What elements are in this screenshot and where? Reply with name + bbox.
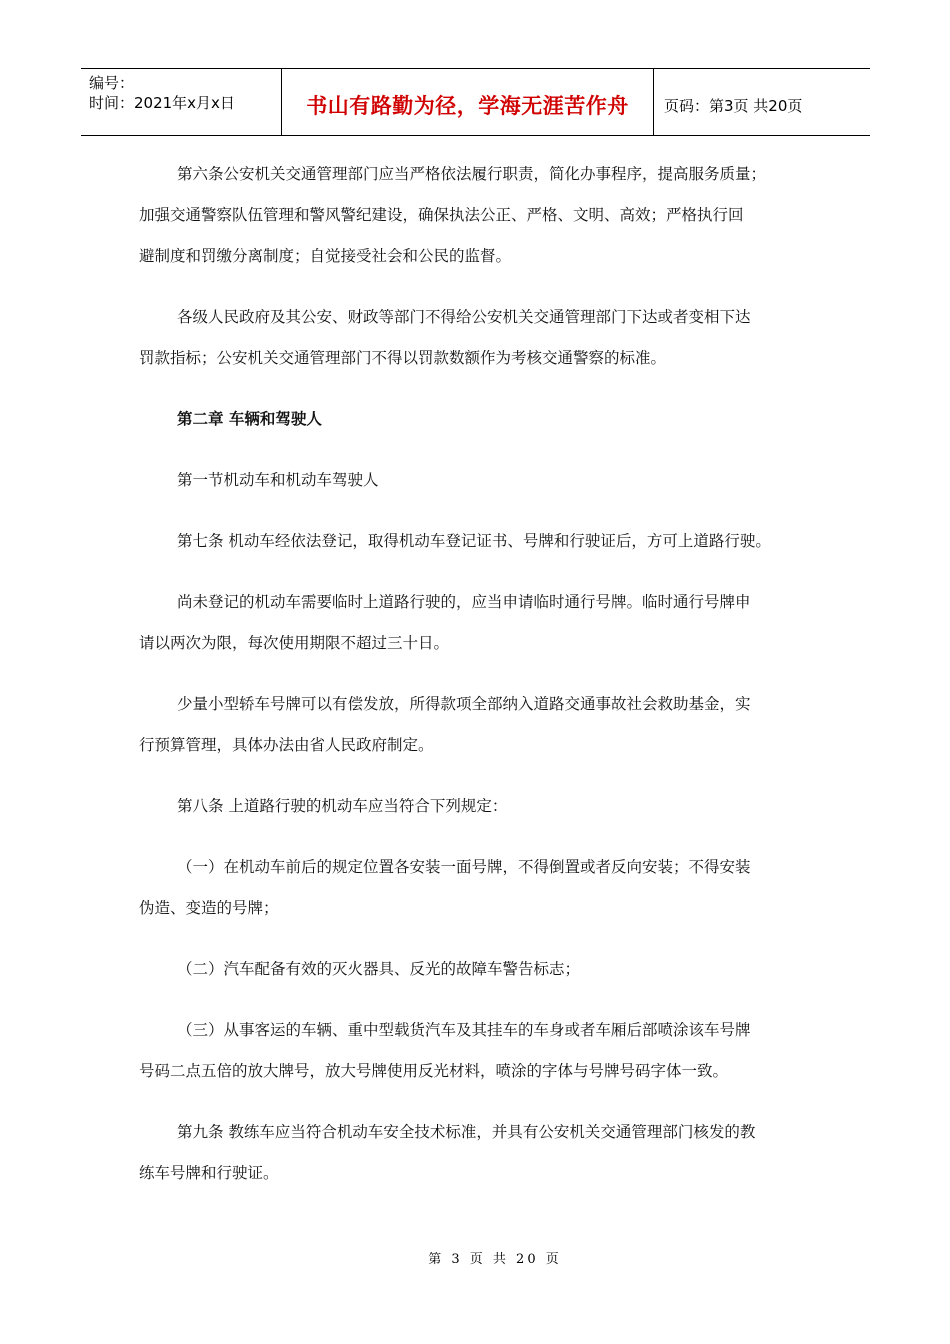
paragraph: [139, 583, 819, 621]
paragraph-line: 少量小型轿车号牌可以有偿发放，所得款项全部纳入道路交通事故社会救助基金，实: [177, 695, 751, 713]
paragraph: [139, 787, 819, 825]
paragraph-line: 行预算管理，具体办法由省人民政府制定。: [139, 736, 434, 754]
number-label: 编号：: [89, 74, 135, 92]
paragraph-line: 加强交通警察队伍管理和警风警纪建设，确保执法公正、严格、文明、高效；严格执行回: [139, 206, 744, 224]
paragraph-line: 避制度和罚缴分离制度；自觉接受社会和公民的监督。: [139, 247, 512, 265]
paragraph: [139, 298, 819, 336]
chapter-heading-text: 第二章 车辆和驾驶人: [177, 410, 322, 428]
paragraph-line: （一）在机动车前后的规定位置各安装一面号牌，不得倒置或者反向安装；不得安装: [177, 858, 751, 876]
motto: 书山有路勤为径，学海无涯苦作舟: [306, 94, 629, 118]
paragraph-line: 各级人民政府及其公安、财政等部门不得给公安机关交通管理部门下达或者变相下达: [177, 308, 751, 326]
paragraph-line: 第七条 机动车经依法登记，取得机动车登记证书、号牌和行驶证后，方可上道路行驶。: [177, 532, 771, 550]
paragraph-line: （三）从事客运的车辆、重中型载货汽车及其挂车的车身或者车厢后部喷涂该车号牌: [177, 1021, 751, 1039]
section-heading: [139, 461, 819, 499]
page-footer: 第 3 页 共 20 页: [428, 1252, 562, 1267]
paragraph: [139, 155, 819, 193]
paragraph-line: 号码二点五倍的放大牌号，放大号牌使用反光材料，喷涂的字体与号牌号码字体一致。: [139, 1062, 729, 1080]
header-page-info: [654, 69, 870, 135]
paragraph-line: 第九条 教练车应当符合机动车安全技术标准，并具有公安机关交通管理部门核发的教: [177, 1123, 756, 1141]
chapter-heading: [139, 400, 819, 438]
paragraph-line: 请以两次为限，每次使用期限不超过三十日。: [139, 634, 450, 652]
paragraph-line: 尚未登记的机动车需要临时上道路行驶的，应当申请临时通行号牌。临时通行号牌申: [177, 593, 751, 611]
paragraph: [139, 950, 819, 988]
date-label: 时间：2021年x月x日: [89, 94, 235, 112]
header-meta: [81, 69, 281, 135]
paragraph-line: 第八条 上道路行驶的机动车应当符合下列规定：: [177, 797, 508, 815]
paragraph: [139, 848, 819, 886]
header-motto-cell: [281, 69, 654, 135]
paragraph-line: 练车号牌和行驶证。: [139, 1164, 279, 1182]
page-info: 页码：第3页 共20页: [664, 96, 803, 115]
paragraph: [139, 522, 819, 560]
paragraph-line: 罚款指标；公安机关交通管理部门不得以罚款数额作为考核交通警察的标准。: [139, 349, 667, 367]
page-header: [81, 68, 870, 136]
paragraph-line: （二）汽车配备有效的灭火器具、反光的故障车警告标志；: [177, 960, 581, 978]
paragraph: [139, 685, 819, 723]
paragraph-line: 伪造、变造的号牌；: [139, 899, 279, 917]
section-heading-text: 第一节机动车和机动车驾驶人: [177, 471, 379, 489]
paragraph: [139, 1011, 819, 1049]
paragraph-line: 第六条公安机关交通管理部门应当严格依法履行职责，简化办事程序，提高服务质量；: [177, 165, 767, 183]
paragraph: [139, 1113, 819, 1151]
